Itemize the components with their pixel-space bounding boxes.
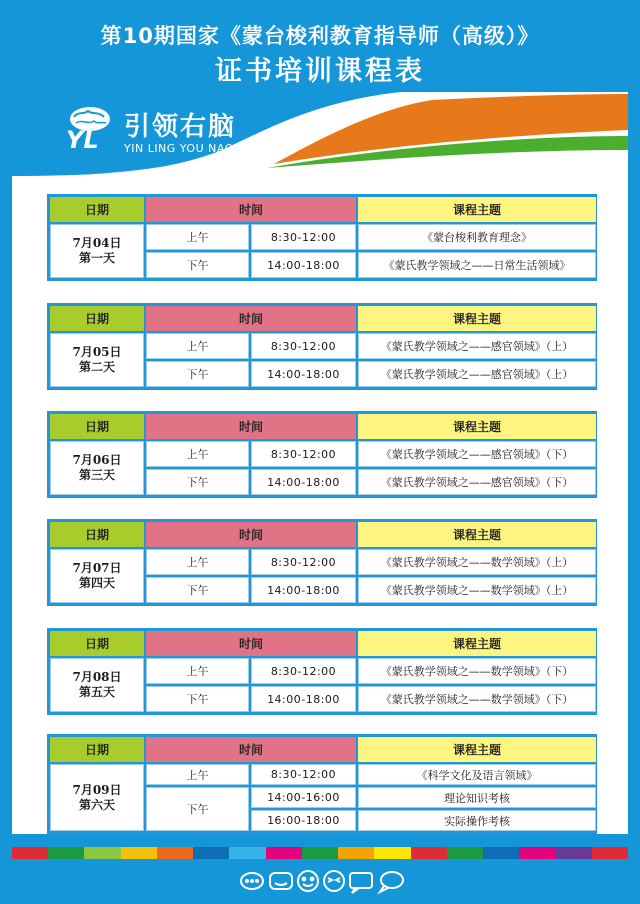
header-date: 日期 [50, 306, 144, 331]
header-date: 日期 [50, 631, 144, 656]
session-period: 下午 [146, 577, 249, 603]
session-time: 14:00-18:00 [251, 686, 356, 712]
day-date: 7月09日 [72, 782, 122, 797]
logo-chinese-name: 引领右脑 [124, 112, 237, 142]
day-date: 7月05日 [72, 345, 122, 359]
session-time: 8:30-12:00 [251, 441, 356, 467]
color-strip [12, 847, 628, 859]
session-period: 上午 [146, 224, 249, 250]
session-time: 8:30-12:00 [251, 549, 356, 575]
day-date-cell [50, 441, 144, 495]
session-time: 8:30-12:00 [251, 658, 356, 684]
day-date: 7月06日 [72, 453, 122, 467]
day-date-cell [50, 333, 144, 387]
session-time: 14:00-18:00 [251, 252, 356, 278]
session-period: 下午 [146, 686, 249, 712]
session-period: 上午 [146, 333, 249, 359]
day-label: 第六天 [78, 797, 115, 812]
session-topic: 《蒙氏教学领域之——数学领域》（下） [358, 658, 596, 684]
day-date-cell [50, 764, 144, 831]
session-period: 上午 [146, 764, 249, 785]
session-topic: 《蒙氏教学领域之——感官领域》（下） [358, 441, 596, 467]
session-topic: 实际操作考核 [358, 810, 596, 831]
header-time: 时间 [146, 197, 356, 222]
session-period: 下午 [146, 469, 249, 495]
color-strip-segment [157, 847, 193, 859]
smiley-icon [270, 873, 292, 889]
session-topic: 《蒙氏教学领域之——感官领域》（上） [358, 361, 596, 387]
session-time: 14:00-18:00 [251, 577, 356, 603]
day-date: 7月08日 [72, 670, 122, 684]
color-strip-segment [229, 847, 265, 859]
poster-title-line2: 证书培训课程表 [215, 56, 425, 87]
face-icon [298, 871, 318, 891]
header-time: 时间 [146, 737, 356, 762]
color-strip-segment [121, 847, 157, 859]
session-time: 14:00-18:00 [251, 361, 356, 387]
day-date-cell [50, 549, 144, 603]
speech-bubble-icon [380, 872, 403, 892]
day-date: 7月07日 [72, 561, 122, 575]
day-schedule-block [47, 411, 597, 498]
color-strip-segment [592, 847, 628, 859]
color-strip-segment [411, 847, 447, 859]
color-strip-segment [266, 847, 302, 859]
session-period: 上午 [146, 658, 249, 684]
header-topic: 课程主题 [358, 197, 596, 222]
color-strip-segment [519, 847, 555, 859]
logo-mark-text: YL [66, 126, 99, 154]
color-strip-segment [483, 847, 519, 859]
session-topic: 《蒙氏教学领域之——数学领域》（上） [358, 549, 596, 575]
header-topic: 课程主题 [358, 631, 596, 656]
day-label: 第二天 [78, 360, 115, 374]
chat-icon [350, 873, 372, 893]
session-period: 下午 [146, 787, 249, 831]
session-period: 上午 [146, 549, 249, 575]
header-topic: 课程主题 [358, 737, 596, 762]
session-topic: 《蒙氏教学领域之——数学领域》（上） [358, 577, 596, 603]
session-topic: 理论知识考核 [358, 787, 596, 808]
session-topic: 《蒙氏教学领域之——感官领域》（上） [358, 333, 596, 359]
day-label: 第四天 [78, 576, 115, 590]
session-period: 下午 [146, 252, 249, 278]
header-time: 时间 [146, 414, 356, 439]
header-time: 时间 [146, 306, 356, 331]
session-topic: 《蒙氏教学领域之——感官领域》（下） [358, 469, 596, 495]
speech-bubble-icon [241, 873, 263, 889]
color-strip-segment [193, 847, 229, 859]
header-date: 日期 [50, 414, 144, 439]
header-time: 时间 [146, 631, 356, 656]
day-date-cell [50, 224, 144, 278]
day-date-cell [50, 658, 144, 712]
footer-icon-row [238, 868, 408, 894]
smiley-icon [324, 871, 344, 891]
day-date: 7月04日 [72, 236, 122, 250]
session-time: 14:00-16:00 [251, 787, 356, 808]
logo-pinyin-name: YIN LING YOU NAO [124, 142, 234, 155]
color-strip-segment [84, 847, 120, 859]
session-topic: 《蒙台梭利教育理念》 [358, 224, 596, 250]
day-schedule-block [47, 303, 597, 390]
color-strip-segment [447, 847, 483, 859]
header-topic: 课程主题 [358, 522, 596, 547]
session-time: 16:00-18:00 [251, 810, 356, 831]
session-topic: 《蒙氏教学领域之——日常生活领域》 [358, 252, 596, 278]
day-schedule-block [47, 194, 597, 281]
header-topic: 课程主题 [358, 414, 596, 439]
session-topic: 《蒙氏教学领域之——数学领域》（下） [358, 686, 596, 712]
header-time: 时间 [146, 522, 356, 547]
color-strip-segment [338, 847, 374, 859]
color-strip-segment [302, 847, 338, 859]
session-time: 14:00-18:00 [251, 469, 356, 495]
day-label: 第五天 [78, 685, 115, 699]
header-date: 日期 [50, 197, 144, 222]
header-topic: 课程主题 [358, 306, 596, 331]
session-period: 上午 [146, 441, 249, 467]
header-date: 日期 [50, 522, 144, 547]
day-label: 第一天 [78, 251, 115, 265]
color-strip-segment [12, 847, 48, 859]
session-period: 下午 [146, 361, 249, 387]
poster-title-line1: 第10期国家《蒙台梭利教育指导师（高级）》 [100, 24, 540, 48]
session-time: 8:30-12:00 [251, 333, 356, 359]
session-time: 8:30-12:00 [251, 764, 356, 785]
color-strip-segment [48, 847, 84, 859]
header-date: 日期 [50, 737, 144, 762]
color-strip-segment [374, 847, 410, 859]
day-schedule-block [47, 519, 597, 606]
color-strip-segment [556, 847, 592, 859]
session-time: 8:30-12:00 [251, 224, 356, 250]
day-label: 第三天 [78, 468, 115, 482]
day-schedule-block [47, 734, 597, 834]
session-topic: 《科学文化及语言领域》 [358, 764, 596, 785]
day-schedule-block [47, 628, 597, 715]
